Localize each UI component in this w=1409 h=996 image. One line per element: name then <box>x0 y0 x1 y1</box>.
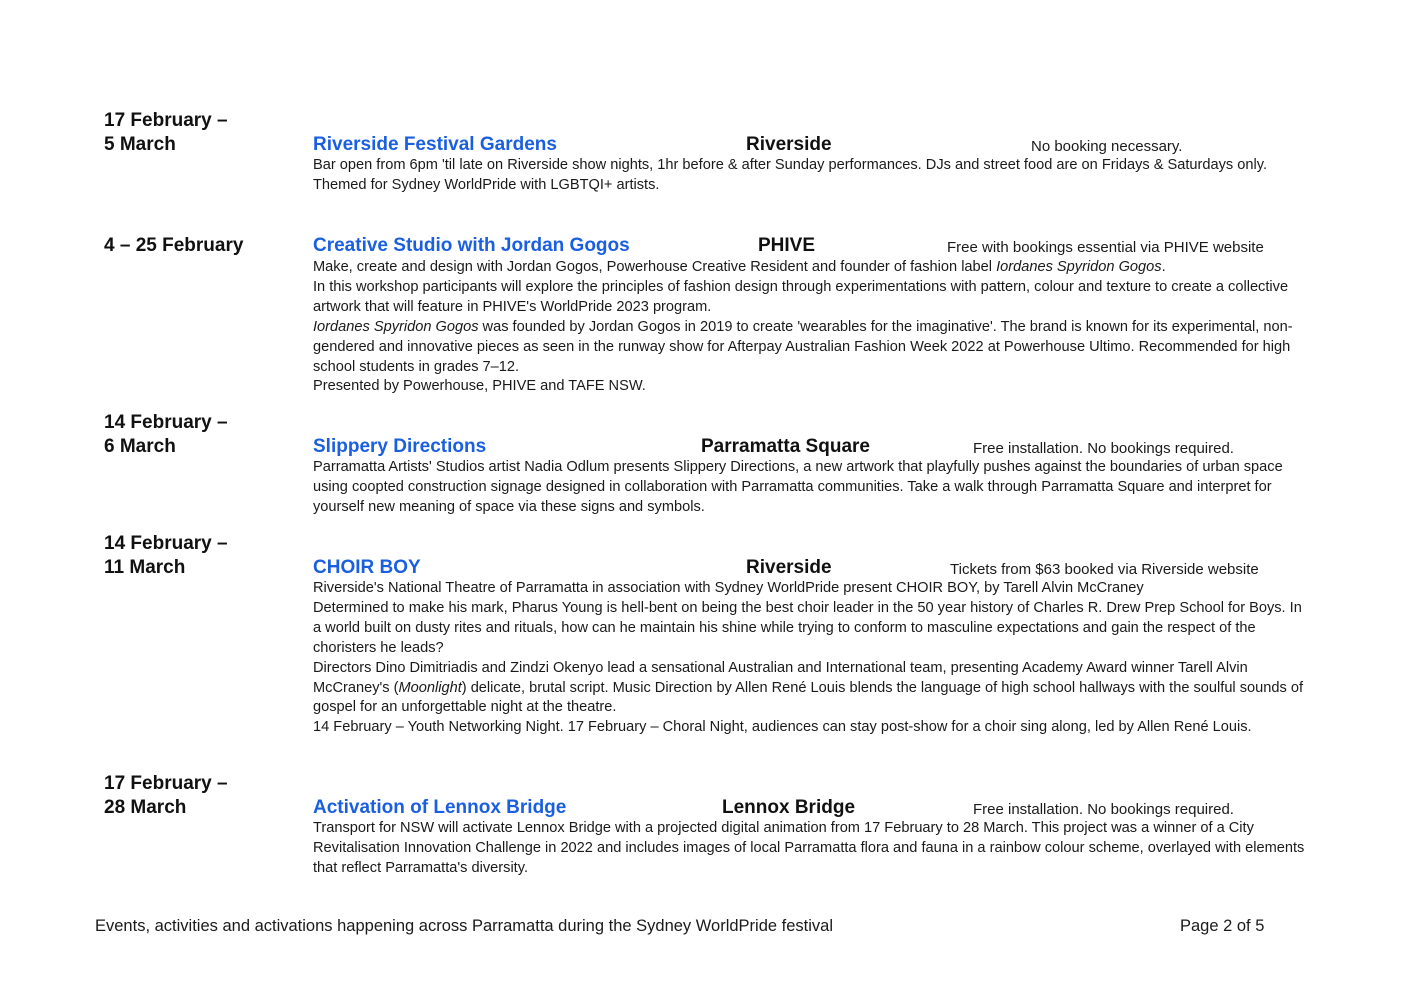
event-description-paragraph: Parramatta Artists' Studios artist Nadia Odlum presents Slippery Directions, a new artwork that playfully pushes against the boundaries of urban space using coopted construction signage designed in collaboration with Parramatta communities. Take a walk through Parramatta Square and interpret for yourself new meaning of space via these signs and symbols. <box>313 459 1283 515</box>
event-venue: Riverside <box>746 134 832 155</box>
event-description-paragraph: Riverside's National Theatre of Parramatta in association with Sydney WorldPride present CHOIR BOY, by Tarell Alvin McCraney <box>313 580 1144 596</box>
event-title[interactable]: CHOIR BOY <box>313 557 421 578</box>
event-description-paragraph <box>313 318 1313 378</box>
event-description-paragraph <box>313 258 1313 278</box>
event-date-start: 17 February – <box>104 110 228 131</box>
event-date <box>104 532 228 580</box>
event-description-paragraph: Transport for NSW will activate Lennox Bridge with a projected digital animation from 17 February to 28 March. This project was a winner of a City Revitalisation Innovation Challenge in 2022 and includes images of local Parramatta flora and fauna in a rainbow colour scheme, overlayed with elements that reflect Parramatta's diversity. <box>313 820 1305 876</box>
brand-name-italic: Iordanes Spyridon Gogos <box>313 318 479 335</box>
text-run: . <box>1161 259 1166 275</box>
text-run: Directors Dino Dimitriadis and Zindzi Okenyo lead a sensational Australian and International team, presenting Academy Award winner Tarell Alvin McCraney's ( <box>313 659 1248 696</box>
event-description <box>313 156 1313 196</box>
film-title-italic: Moonlight <box>398 679 462 696</box>
event-date <box>104 234 243 258</box>
event-venue: Riverside <box>746 557 832 578</box>
event-date-range: 4 – 25 February <box>104 235 244 256</box>
event-date-end: 11 March <box>104 557 186 578</box>
event-date-start: 17 February – <box>104 773 228 794</box>
event-description-paragraph: 14 February – Youth Networking Night. 17 February – Choral Night, audiences can stay post-show for a choir sing along, led by Allen René Louis. <box>313 719 1252 736</box>
event-title[interactable]: Slippery Directions <box>313 436 487 457</box>
text-run: was founded by Jordan Gogos in 2019 to create 'wearables for the imaginative'. The brand is known for its experimental, non-gendered and innovative pieces as seen in the runway show for Afterpay Australian Fashion Week 2022 at Powerhouse Ultimo. Recommended for high school students in grades 7–12. <box>313 318 1293 375</box>
event-venue: Parramatta Square <box>701 436 870 457</box>
event-title[interactable]: Activation of Lennox Bridge <box>313 797 567 818</box>
text-run: ) delicate, brutal script. Music Direction by Allen René Louis blends the language of high school hallways with the soulful sounds of gospel for an unforgettable night at the theatre. <box>313 679 1304 716</box>
event-date <box>104 411 228 459</box>
event-title[interactable]: Creative Studio with Jordan Gogos <box>313 235 630 256</box>
event-venue: Lennox Bridge <box>722 797 856 818</box>
event-description-paragraph: Presented by Powerhouse, PHIVE and TAFE NSW. <box>313 378 646 395</box>
event-description <box>313 819 1313 879</box>
event-date-end: 6 March <box>104 436 176 457</box>
event-description <box>313 258 1313 397</box>
event-venue: PHIVE <box>758 235 816 256</box>
event-date <box>104 109 228 157</box>
event-date-start: 14 February – <box>104 533 228 554</box>
event-booking-info: Free installation. No bookings required. <box>973 801 1234 818</box>
event-booking-info: Free installation. No bookings required. <box>973 440 1234 457</box>
text-run: Make, create and design with Jordan Gogos, Powerhouse Creative Resident and founder of fashion label <box>313 259 997 275</box>
event-description-paragraph: Determined to make his mark, Pharus Young is hell-bent on being the best choir leader in the 50 year history of Charles R. Drew Prep School for Boys. In a world built on dusty rites and rituals, how can he maintain his shine while trying to conform to masculine expectations and gain the respect of the choristers he leads? <box>313 599 1302 656</box>
event-description <box>313 579 1313 738</box>
event-booking-info: Tickets from $63 booked via Riverside website <box>950 561 1259 578</box>
brand-name-italic: Iordanes Spyridon Gogos <box>996 259 1162 275</box>
event-description-paragraph: Bar open from 6pm 'til late on Riverside show nights, 1hr before & after Sunday performances. DJs and street food are on Fridays & Saturdays only. Themed for Sydney WorldPride with LGBTQI+ artists. <box>313 157 1268 193</box>
event-description-paragraph <box>313 659 1313 719</box>
event-booking-info: Free with bookings essential via PHIVE website <box>947 239 1264 256</box>
event-date <box>104 772 228 820</box>
event-description <box>313 458 1303 518</box>
event-date-end: 28 March <box>104 797 187 818</box>
page-number: Page 2 of 5 <box>1180 917 1265 935</box>
event-booking-info: No booking necessary. <box>1031 138 1183 155</box>
event-description-paragraph: In this workshop participants will explore the principles of fashion design through experimentations with pattern, colour and texture to create a collective artwork that will feature in PHIVE's WorldPride 2023 program. <box>313 278 1289 315</box>
event-date-start: 14 February – <box>104 412 228 433</box>
event-date-end: 5 March <box>104 134 176 155</box>
footer-text: Events, activities and activations happening across Parramatta during the Sydney WorldPride festival <box>95 917 833 935</box>
event-title[interactable]: Riverside Festival Gardens <box>313 134 557 155</box>
